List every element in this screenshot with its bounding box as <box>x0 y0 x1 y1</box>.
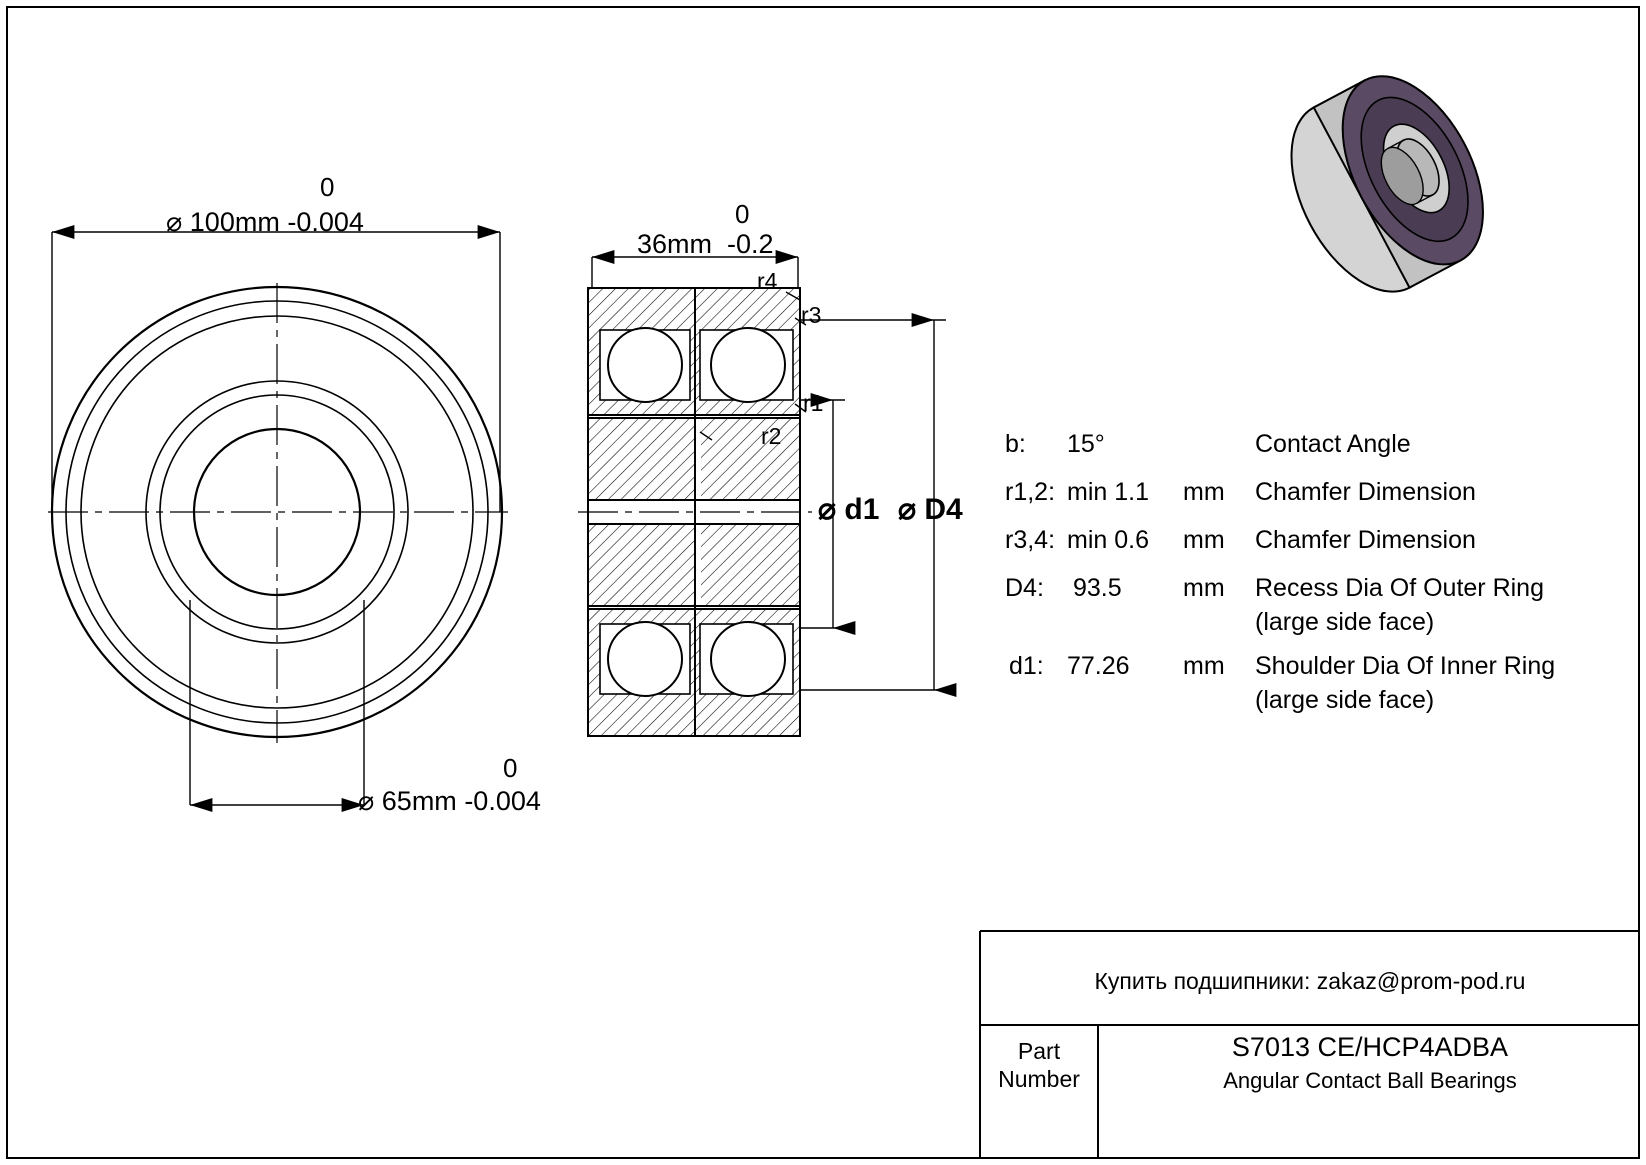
callout-r1: r1 <box>803 390 824 416</box>
spec-desc: Contact Angle <box>1255 430 1411 458</box>
dim-width-value: 36mm <box>637 229 713 259</box>
spec-desc: Chamfer Dimension <box>1255 478 1476 506</box>
dim-outer-tol-lower: -0.004 <box>287 207 364 237</box>
part-number-label-line1: Part <box>1017 1038 1061 1064</box>
spec-value: min 0.6 <box>1067 526 1149 554</box>
label-d4: ⌀ D4 <box>898 493 963 526</box>
part-number-label-line2: Number <box>998 1066 1080 1092</box>
callout-r4: r4 <box>757 268 778 294</box>
dim-bore-tol-upper: 0 <box>503 753 518 783</box>
title-block-note: Купить подшипники: zakaz@prom-pod.ru <box>1094 968 1526 994</box>
dim-outer-tol-upper: 0 <box>320 172 335 202</box>
dim-outer-symbol: ⌀ <box>166 207 183 237</box>
callout-r3: r3 <box>801 302 822 328</box>
label-d1: ⌀ d1 <box>818 493 880 526</box>
dim-bore-tol-lower: -0.004 <box>464 786 541 816</box>
spec-unit: mm <box>1183 478 1225 506</box>
spec-key: b: <box>1005 430 1026 458</box>
spec-desc: Shoulder Dia Of Inner Ring <box>1255 652 1556 680</box>
spec-value: 93.5 <box>1073 574 1122 602</box>
spec-value: 77.26 <box>1067 652 1130 680</box>
spec-key: D4: <box>1005 574 1044 602</box>
dim-bore-value: 65mm <box>381 786 457 816</box>
spec-key: r1,2: <box>1005 478 1056 506</box>
spec-unit: mm <box>1183 526 1225 554</box>
spec-unit: mm <box>1183 652 1225 680</box>
spec-value: 15° <box>1067 430 1105 458</box>
callout-r2: r2 <box>761 423 782 449</box>
spec-desc: Recess Dia Of Outer Ring <box>1255 574 1544 602</box>
spec-desc: Chamfer Dimension <box>1255 526 1476 554</box>
part-number-value: S7013 CE/HCP4ADBA <box>1231 1032 1509 1062</box>
dim-outer-value: 100mm <box>189 207 280 237</box>
spec-unit: mm <box>1183 574 1225 602</box>
dim-width-tol-upper: 0 <box>735 199 750 229</box>
dim-bore-symbol: ⌀ <box>358 786 375 816</box>
part-description: Angular Contact Ball Bearings <box>1223 1068 1517 1093</box>
spec-value: min 1.1 <box>1067 478 1149 506</box>
spec-key: r3,4: <box>1005 526 1056 554</box>
spec-desc-2: (large side face) <box>1255 608 1435 636</box>
spec-key: d1: <box>1009 652 1044 680</box>
spec-desc-2: (large side face) <box>1255 686 1435 714</box>
dim-width-tol-lower: -0.2 <box>727 229 774 259</box>
